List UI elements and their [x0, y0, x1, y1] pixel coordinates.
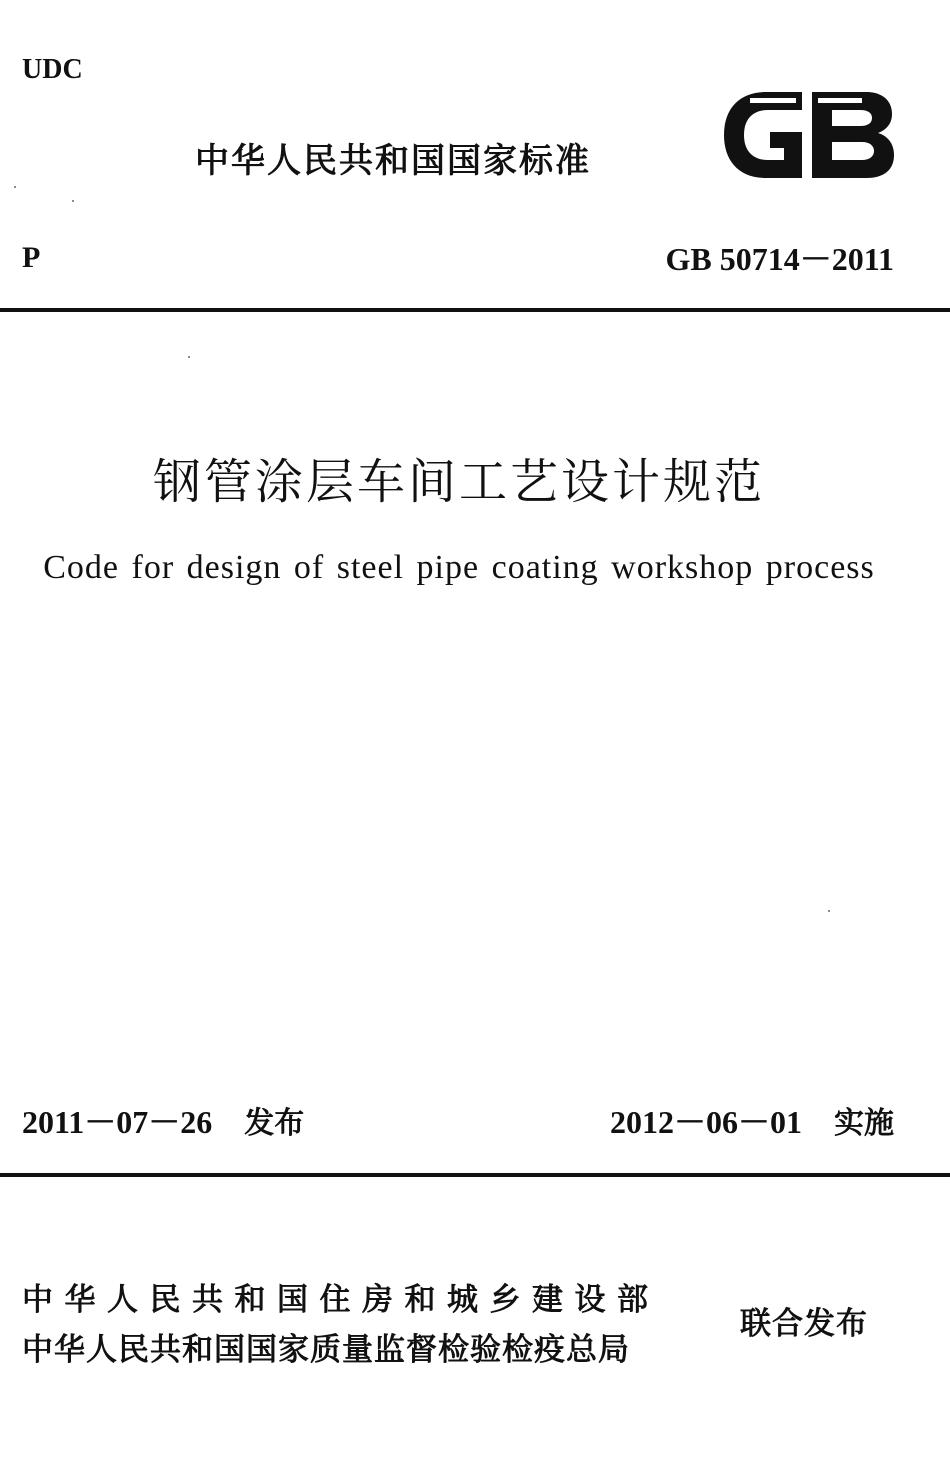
scan-speck [72, 200, 74, 202]
issue-date-block [22, 1100, 304, 1146]
scan-speck [828, 910, 830, 912]
document-title-en: Code for design of steel pipe coating workshop process [43, 549, 875, 586]
udc-label: UDC [22, 54, 83, 85]
category-code: P [22, 241, 41, 274]
gb-logo [720, 88, 896, 182]
issue-label: 发布 [244, 1106, 305, 1141]
issuer-aqsiq: 中华人民共和国国家质量监督检验检疫总局 [22, 1332, 630, 1368]
scan-speck [188, 356, 190, 358]
issue-date: 2011－07－26 [22, 1104, 213, 1140]
implement-date: 2012－06－01 [609, 1104, 802, 1140]
gb-logo-b [812, 92, 894, 178]
top-divider [0, 308, 950, 312]
joint-issue-label: 联合发布 [740, 1306, 868, 1342]
scan-speck [14, 186, 16, 188]
national-standard-heading: 中华人民共和国国家标准 [195, 141, 591, 181]
standard-number: GB 50714－2011 [665, 241, 894, 277]
implement-label: 实施 [834, 1106, 894, 1141]
issuer-ministry-housing: 中华人民共和国住房和城乡建设部 [22, 1282, 660, 1318]
document-title-cn: 钢管涂层车间工艺设计规范 [152, 454, 765, 510]
bottom-divider [0, 1173, 950, 1177]
gb-logo-g [724, 92, 802, 178]
implement-date-block [610, 1100, 894, 1146]
